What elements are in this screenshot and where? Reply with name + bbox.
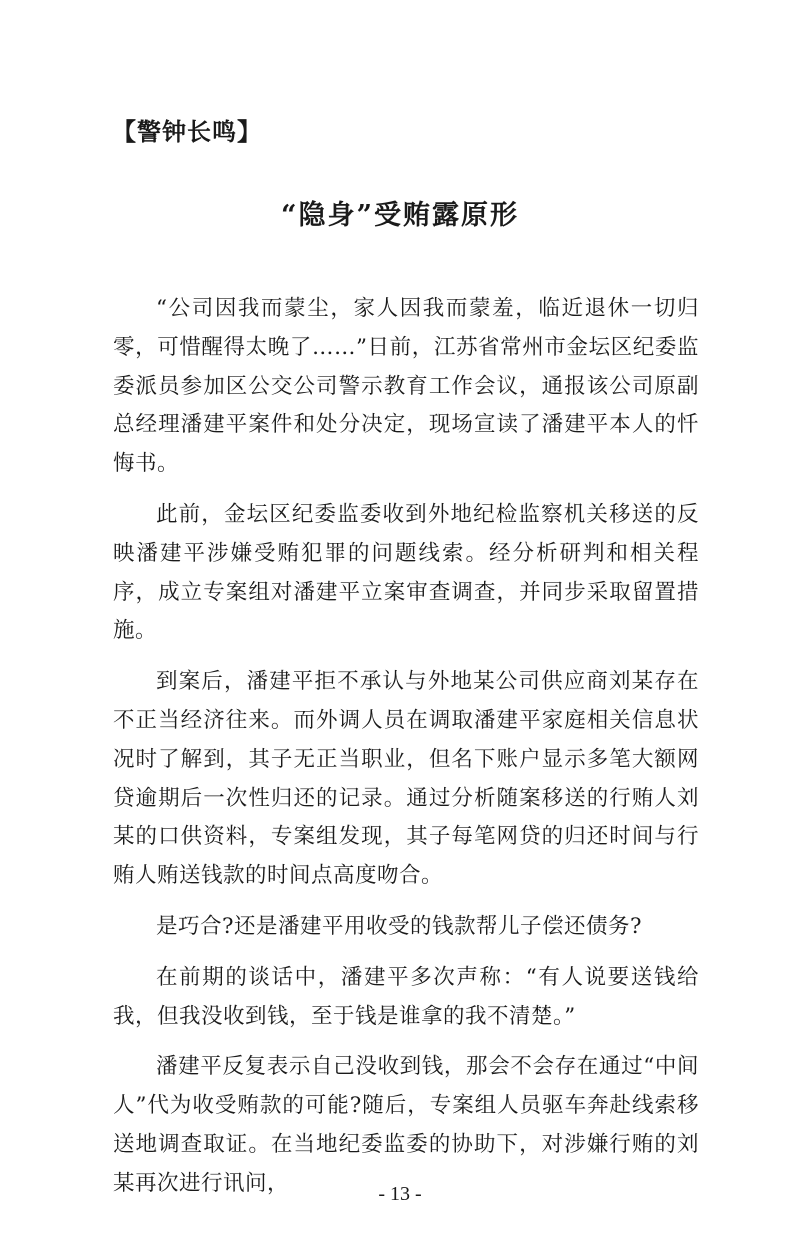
paragraph: 到案后，潘建平拒不承认与外地某公司供应商刘某存在不正当经济往来。而外调人员在调取潘建平家庭相关信息状况时了解到，其子无正当职业，但名下账户显示多笔大额网贷逾期后一次性归还的记录。通过分析随案移送的行贿人刘某的口供资料，专案组发现，其子每笔网贷的归还时间与行贿人贿送钱款的时间点高度吻合。 <box>113 669 699 889</box>
article-title: “隐身”受贿露原形 <box>280 200 520 231</box>
paragraph: 潘建平反复表示自己没收到钱，那会不会存在通过“中间人”代为收受贿款的可能?随后，专案组人员驱车奔赴线索移送地调查取证。在当地纪委监委的协助下，对涉嫌行贿的刘某再次进行讯问， <box>113 1054 699 1196</box>
paragraph: “公司因我而蒙尘，家人因我而蒙羞，临近退休一切归零，可惜醒得太晚了……”日前，江苏省常州市金坛区纪委监委派员参加区公交公司警示教育工作会议，通报该公司原副总经理潘建平案件和处分决定，现场宣读了潘建平本人的忏悔书。 <box>113 296 699 477</box>
column-tag: 【警钟长鸣】 <box>112 117 262 146</box>
page-number: - 13 - <box>378 1183 422 1205</box>
paragraph: 在前期的谈话中，潘建平多次声称：“有人说要送钱给我，但我没收到钱，至于钱是谁拿的我不清楚。” <box>113 964 699 1029</box>
article-body <box>113 290 699 1216</box>
paragraph: 是巧合?还是潘建平用收受的钱款帮儿子偿还债务? <box>156 913 643 939</box>
paragraph: 此前，金坛区纪委监委收到外地纪检监察机关移送的反映潘建平涉嫌受贿犯罪的问题线索。经分析研判和相关程序，成立专案组对潘建平立案审查调查，并同步采取留置措施。 <box>113 501 699 644</box>
